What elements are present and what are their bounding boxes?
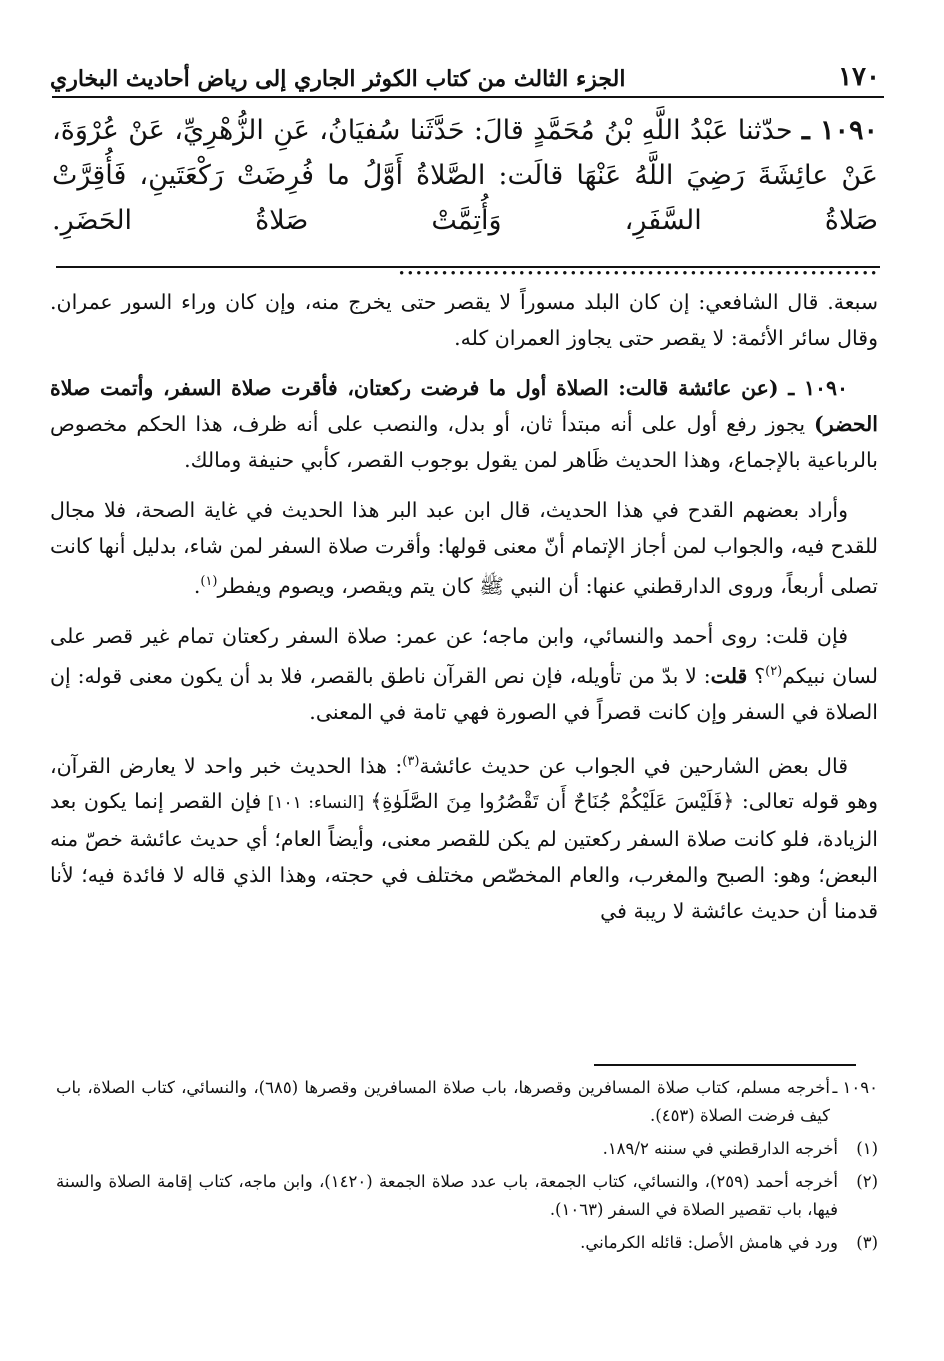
- footnote-hadith: [56, 1074, 878, 1130]
- footnote-rule: [594, 1064, 856, 1066]
- footnote-text: ورد في هامش الأصل: قائله الكرماني.: [580, 1233, 838, 1252]
- footnote-text: أخرجه الدارقطني في سننه ١٨٩/٢.: [602, 1139, 838, 1158]
- commentary-text: : لا بدّ من تأويله، فإن نص القرآن ناطق بالقصر، فلا بد أن يكون معنى قوله: إن الصلاة في السفر وإن كانت قصراً في الصورة فهي تامة في المعنى.: [50, 663, 878, 724]
- footnote-text: أخرجه أحمد (٢٥٩)، والنسائي، كتاب الجمعة، باب عدد صلاة الجمعة (١٤٢٠)، وابن ماجه، كتاب إقامة الصلاة والسنة فيها، باب تقصير الصلاة في السفر (١٠٦٣).: [56, 1172, 838, 1219]
- matn-separator-rule: [56, 266, 880, 268]
- commentary-paragraph-1: [50, 284, 878, 356]
- hadith-matn: [52, 108, 878, 288]
- commentary-paragraph-4: [50, 618, 878, 730]
- footnote-2: [56, 1168, 878, 1224]
- commentary-text: فإن القصر إنما يكون بعد الزيادة، فلو كانت صلاة السفر ركعتين لم يكن للقصر معنى، وأيضاً العام؛ أي حديث عائشة خصّ منه البعض؛ وهو: الصبح والمغرب، والعام المخصّص مختلف في حجته، وهذا الذي قاله لا فائدة فيه؛ لأنا قدمنا أن حديث عائشة لا ريبة في: [50, 789, 878, 924]
- footnote-text: أخرجه مسلم، كتاب صلاة المسافرين وقصرها، باب صلاة المسافرين وقصرها (٦٨٥)، والنسائي، كتاب الصلاة، باب كيف فرضت الصلاة (٤٥٣).: [56, 1078, 830, 1125]
- hadith-text: حدّثنا عَبْدُ اللَّهِ بْنُ مُحَمَّدٍ قالَ: حَدَّثَنا سُفيَانُ، عَنِ الزُّهْرِيِّ، عَنْ عُرْوَةَ، عَنْ عائِشَةَ رَضِيَ اللَّهُ عَنْهَا قالَت: الصَّلاةُ أَوَّلُ ما فُرِضَتْ رَكْعَتَينِ، فَأُقِرَّتْ صَلاةُ السَّفَرِ، وَأُتِمَّتْ صَلاةُ الحَضَرِ.: [52, 115, 878, 236]
- hadith-number: ١٠٩٠ ـ: [801, 115, 878, 146]
- footnote-mark: (٢): [856, 1172, 878, 1191]
- footnote-1: [56, 1135, 878, 1163]
- footnote-mark: (١): [856, 1139, 878, 1158]
- footnote-mark: (٣): [856, 1233, 878, 1252]
- commentary-text: .: [193, 573, 201, 598]
- answer-label: قلت: [710, 663, 748, 688]
- commentary-text: سبعة. قال الشافعي: إن كان البلد مسوراً لا يقصر حتى يخرج منه، وإن كان وراء السور عمران. وقال سائر الأئمة: لا يقصر حتى يجاوز العمران كله.: [50, 290, 878, 350]
- page-number: ١٧٠: [838, 62, 880, 92]
- commentary-paragraph-3: [50, 492, 878, 604]
- commentary-text: يجوز رفع أول على أنه مبتدأ ثان، أو بدل، والنصب على أنه ظرف، هذا الحكم مخصوص بالرباعية بالإجماع، وهذا الحديث ظَاهر لمن يقول بوجوب القصر، كأبي حنيفة ومالك.: [50, 412, 878, 472]
- footnote-mark: ١٠٩٠ ـ: [832, 1078, 878, 1097]
- commentary-text: فإن قلت: روى أحمد والنسائي، وابن ماجه؛ عن عمر: صلاة السفر ركعتان تمام غير قصر على لسان نبيكم: [50, 623, 878, 688]
- commentary-text: قال بعض الشارحين في الجواب عن حديث عائشة: [419, 753, 848, 778]
- page-header: [50, 52, 880, 92]
- commentary-paragraph-5: [50, 744, 878, 930]
- verse-reference: [النساء: ١٠١]: [261, 793, 371, 814]
- running-title: الجزء الثالث من كتاب الكوثر الجاري إلى رياض أحاديث البخاري: [50, 66, 626, 92]
- quran-verse: ﴿فَلَيْسَ عَلَيْكُمْ جُنَاحٌ أَن تَقْصُرُوا مِنَ الصَّلَوٰةِ﴾: [370, 789, 735, 814]
- hadith-dots: ........................................................: [397, 250, 878, 281]
- commentary-text: : هذا الحديث خبر واحد لا يعارض القرآن، وهو قوله تعالى:: [50, 753, 878, 814]
- commentary-text: وأراد بعضهم القدح في هذا الحديث، قال ابن عبد البر هذا الحديث في غاية الصحة، فلا مجال للقدح فيه، والجواب لمن أجاز الإتمام أنّ معنى قولها: وأقرت صلاة السفر لمن شاء، بدليل أنها كانت تصلى أربعاً، وروى الدارقطني عنها: أن النبي ﷺ كان يتم ويقصر، ويصوم ويفطر: [50, 498, 878, 598]
- footnote-ref-1[interactable]: (١): [200, 574, 218, 589]
- footnote-ref-3[interactable]: (٣): [402, 753, 420, 769]
- footnote-3: [56, 1229, 878, 1257]
- footnotes: [56, 1074, 878, 1262]
- commentary-hadith-quote: ١٠٩٠ ـ (عن عائشة قالت: الصلاة أول ما فرضت ركعتان، فأقرت صلاة السفر، وأتمت صلاة الحضر): [50, 376, 878, 436]
- header-rule: [52, 96, 884, 98]
- commentary-text: ؟: [747, 663, 766, 688]
- commentary: [50, 284, 878, 943]
- commentary-paragraph-2: [50, 370, 878, 478]
- footnote-ref-2[interactable]: (٢): [765, 663, 783, 679]
